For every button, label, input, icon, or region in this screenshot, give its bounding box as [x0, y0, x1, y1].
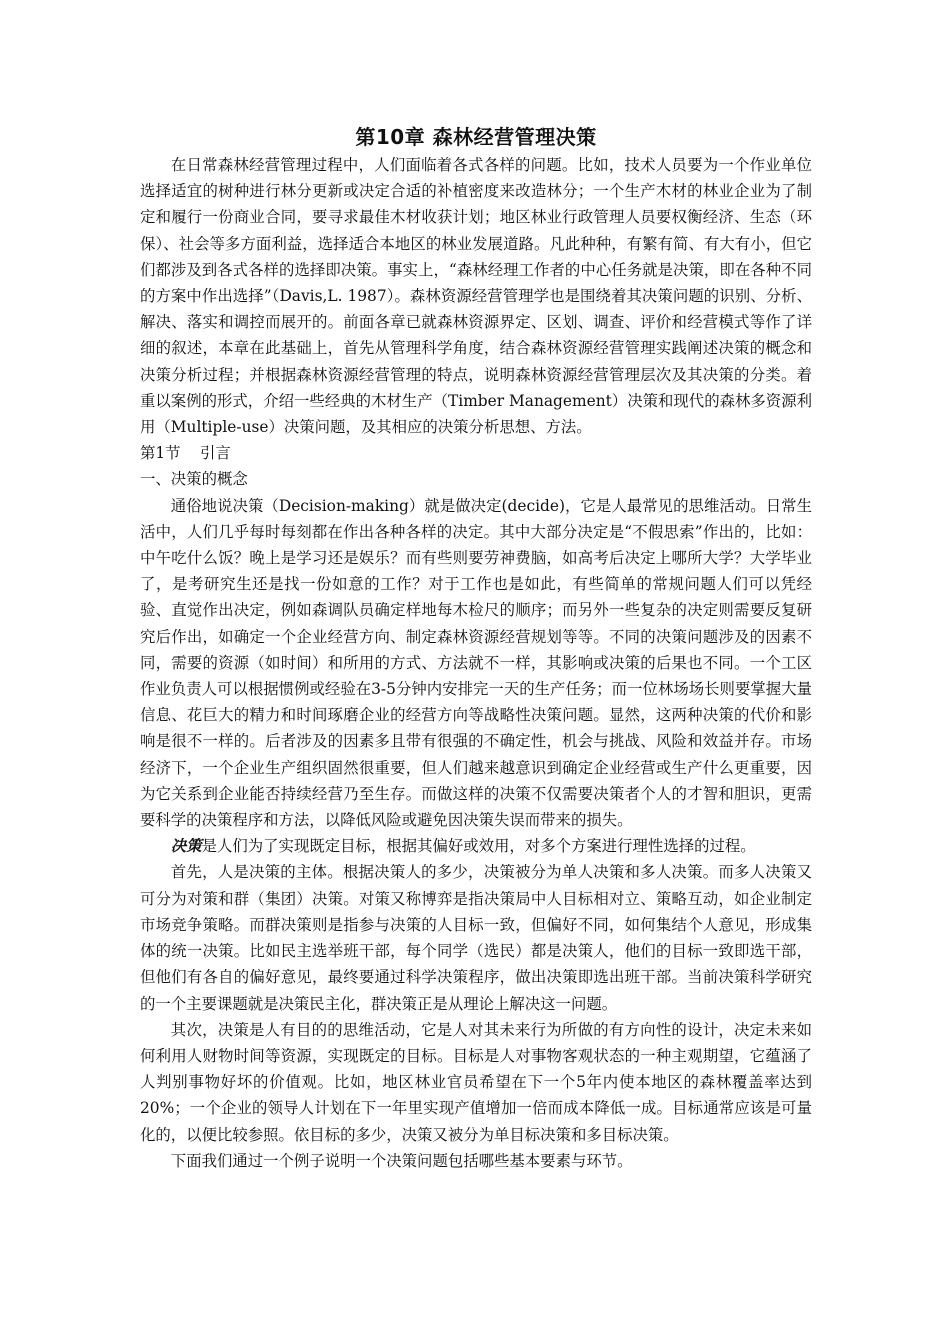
definition-term: 决策: [170, 837, 202, 856]
definition-paragraph: [140, 833, 812, 859]
section-number: 第1节: [140, 444, 181, 463]
body-paragraph-5: 下面我们通过一个例子说明一个决策问题包括哪些基本要素与环节。: [170, 1151, 633, 1170]
section-title: 引言: [200, 444, 231, 463]
intro-paragraph: 在日常森林经营管理过程中，人们面临着各式各样的问题。比如，技术人员要为一个作业单位选择适宜的树种进行林分更新或决定合适的补植密度来改造林分；一个生产木材的林业企业为了制定和履行一份商业合同，要寻求最佳木材收获计划；地区林业行政管理人员要权衡经济、生态（环保）、社会等多方面利益，选择适合本地区的林业发展道路。凡此种种，有繁有简、有大有小，但它们都涉及到各式各样的选择即决策。事实上，“森林经理工作者的中心任务就是决策，即在各种不同的方案中作出选择”（Davis,L. 1987）。森林资源经营管理学也是围绕着其决策问题的识别、分析、解决、落实和调控而展开的。前面各章已就森林资源界定、区划、调查、评价和经营模式等作了详细的叙述，本章在此基础上，首先从管理科学角度，结合森林资源经营管理实践阐述决策的概念和决策分析过程；并根据森林资源经营管理的特点，说明森林资源经营管理层次及其决策的分类。着重以案例的形式，介绍一些经典的木材生产（Timber Management）决策和现代的森林多资源利用（Multiple-use）决策问题，及其相应的决策分析思想、方法。: [140, 156, 812, 437]
definition-text: 是人们为了实现既定目标，根据其偏好或效用，对多个方案进行理性选择的过程。: [201, 837, 756, 856]
document-page: [140, 118, 812, 1174]
body-paragraph-4: 其次，决策是人有目的的思维活动，它是人对其未来行为所做的有方向性的设计，决定未来如何利用人财物时间等资源，实现既定的目标。目标是人对事物客观状态的一种主观期望，它蕴涵了人判别事物好坏的价值观。比如，地区林业官员希望在下一个5年内使本地区的森林覆盖率达到20%；一个企业的领导人计划在下一年里实现产值增加一倍而成本降低一成。目标通常应该是可量化的，以便比较参照。依目标的多少，决策又被分为单目标决策和多目标决策。: [140, 1020, 812, 1144]
body-paragraph-3: 首先，人是决策的主体。根据决策人的多少，决策被分为单人决策和多人决策。而多人决策又可分为对策和群（集团）决策。对策又称博弈是指决策局中人目标相对立、策略互动，如企业制定市场竞争策略。而群决策则是指参与决策的人目标一致，但偏好不同，如何集结个人意见，形成集体的统一决策。比如民主选举班干部，每个同学（选民）都是决策人，他们的目标一致即选干部，但他们有各自的偏好意见，最终要通过科学决策程序，做出决策即选出班干部。当前决策科学研究的一个主要课题就是决策民主化，群决策正是从理论上解决这一问题。: [140, 863, 812, 1013]
section-heading: [140, 440, 812, 466]
body-paragraph-1: 通俗地说决策（Decision-making）就是做决定(decide)，它是人最常见的思维活动。日常生活中，人们几乎每时每刻都在作出各种各样的决定。其中大部分决定是“不假思索”作出的，比如：中午吃什么饭？晚上是学习还是娱乐？而有些则要劳神费脑，如高考后决定上哪所大学？大学毕业了，是考研究生还是找一份如意的工作？对于工作也是如此，有些简单的常规问题人们可以凭经验、直觉作出决定，例如森调队员确定样地每木检尺的顺序；而另外一些复杂的决定则需要反复研究后作出，如确定一个企业经营方向、制定森林资源经营规划等等。不同的决策问题涉及的因素不同，需要的资源（如时间）和所用的方式、方法就不一样，其影响或决策的后果也不同。一个工区作业负责人可以根据惯例或经验在3-5分钟内安排完一天的生产任务；而一位林场场长则要掌握大量信息、花巨大的精力和时间琢磨企业的经营方向等战略性决策问题。显然，这两种决策的代价和影响是很不一样的。后者涉及的因素多且带有很强的不确定性，机会与挑战、风险和效益并存。市场经济下，一个企业生产组织固然很重要，但人们越来越意识到确定企业经营或生产什么更重要，因为它关系到企业能否持续经营乃至生存。而做这样的决策不仅需要决策者个人的才智和胆识，更需要科学的决策程序和方法，以降低风险或避免因决策失误而带来的损失。: [140, 496, 812, 830]
subsection-heading: 一、决策的概念: [140, 470, 248, 489]
chapter-title: 第10章 森林经营管理决策: [355, 125, 597, 149]
